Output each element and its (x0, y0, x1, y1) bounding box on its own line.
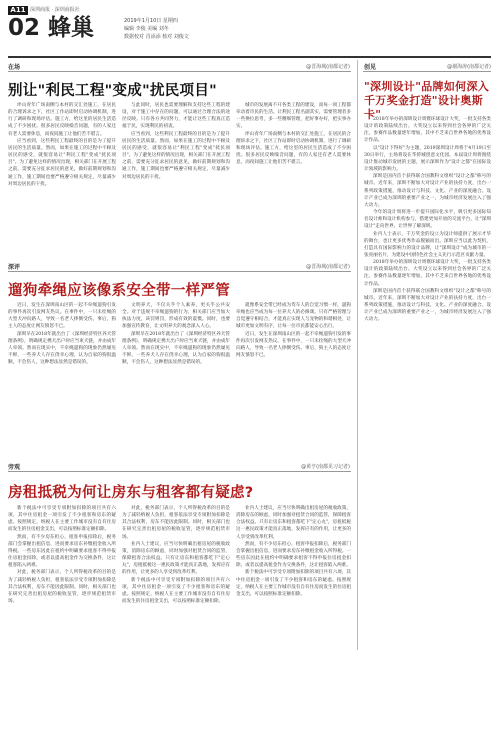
newspaper-name: 深圳商报 · 深圳商报社 (30, 7, 80, 13)
article-paragraph: 以"设计下得好"为主题，2019深圳设计周将于4月19日至30日举行，主场将设在华侨城创意文化园。本届设计周将围绕设计推动城市发展的主题，展示深圳作为"设计之都"在国际设计领域的影响力。 (364, 145, 491, 173)
article-paragraph: 深圳早在2018年就出台了《深圳经济特区养犬管理条例》，明确规定携犬出户时应当束犬链，并由成年人牵领。然而在现实中，不牵绳遛狗的现象仍然屡见不鲜，一些养犬人存在侥幸心理，认为自家的狗很温顺，不会伤人，这种想法显然是错误的。 (8, 331, 116, 366)
section-tag-pangguan: 旁观 (8, 464, 21, 471)
article-headline[interactable]: 房租抵税为何让房东与租客都有疑虑? (8, 485, 254, 501)
article-body-column (122, 102, 230, 252)
proof-credit: 数据校对 肖添添 核对 刘俊文 (124, 34, 189, 40)
article-paragraph: 对此，税务部门表示，个人所得税改革的目的是为了减轻纳税人负担，租客依法享受专项附加扣除是其合法权利，房东不能因此限制。同时，相关部门也在研究完善出租房屋的税收征管，逐步规范租赁市场。 (8, 570, 116, 605)
article-paragraph: 坪山青年广场南侧与本村的交汇处施工，在居民的合理诉求之下，社区工作站即时启动协调机制，进行了调研和现场评估。施工方，给这里的居民生活造成了不少困扰。很多居民反映噪音问题，有的人家还有老人需要休息，而夜间施工让他们苦不堪言。 (8, 103, 116, 137)
article-paragraph: 与此同时，居民也需要理解和支持这些工程的建设，对于施工中存在的问题，可以通过合理合法的途径反映。只有各方共同努力，才能让这些工程真正造福于民，实现利民的初衷。 (122, 103, 230, 130)
article-paragraph: 应当看到，这些利民工程最终的目的是为了提升居民的生活质量。然而，如果在施工的过程中不顾及居民的感受，就很容易让"利民工程"变成"扰民项目"。为了避免这样的情况出现，相关部门在开展工程之前，需要充分征求居民的意见，做好前期规划和沟通工作，施工期间也要严格遵守相关规定，尽量减少对周边居民的干扰。 (122, 131, 230, 180)
article-paragraph: 深圳是国内首个获得联合国教科文组织"设计之都"称号的城市。近年来，深圳不断加大对设计产业的扶持力度，出台一系列政策措施，推动设计与科技、文化、产业的深度融合。设计产业已成为深圳的重要产业之一，为城市经济发展注入了强大动力。 (364, 174, 491, 208)
article-paragraph: 近日，发生在深圳南山区的一起不牵绳遛狗引发的事件再次引发网友热议。在事件中，一只未拴绳的大型犬冲向路人，导致一名老人摔倒受伤。事后，狗主人的态度让网友愤怒不已。 (236, 331, 351, 359)
article-paragraph: 然而，有不少房东担心，租客申报扣除后，税务部门会掌握出租信息，进而要求房东补缴租金收入所得税。一些房东因此在租约中明确要求租客不得申报住房租金扣除，或者以提高租金作为交换条件，这让租客陷入两难。 (236, 541, 351, 569)
article-paragraph: 近日，发生在深圳南山区的一起不牵绳遛狗引发的事件再次引发网友热议。在事件中，一只未拴绳的大型犬冲向路人，导致一名老人摔倒受伤。事后，狗主人的态度让网友愤怒不已。 (8, 303, 116, 330)
article-paragraph: 就像系安全带已经成为驾车人的自觉习惯一样，遛狗牵绳也应当成为每一位养犬人的必修课。只有严格管理与自觉遵守相结合，才能真正实现人与宠物的和谐相处，让城市更加文明有序，让每一位市民都能安心出行。 (236, 303, 351, 330)
issue-date: 2019年1月10日 星期四 (124, 18, 178, 24)
section-tag-shenping: 深评 (8, 264, 21, 271)
article-body-column (8, 505, 116, 740)
article-paragraph: 2018年举办的深圳设计周暨环球设计大奖，一批支持各类设计的政策陆续出台。大奖设立以来得到社会各界的广泛关注，参赛作品数量逐年增加，其中不乏来自世界各地的优秀设计作品。 (364, 260, 491, 287)
article-paragraph: 深圳是国内首个获得联合国教科文组织"设计之都"称号的城市。近年来，深圳不断加大对设计产业的扶持力度，出台一系列政策措施，推动设计与科技、文化、产业的深度融合。设计产业已成为深圳的重要产业之一，为城市经济发展注入了强大动力。 (364, 288, 491, 323)
article-headline[interactable]: "深圳设计"品牌如何深入千万奖金打造"设计奥斯卡" (364, 80, 490, 121)
article-paragraph: 应当看到，这些利民工程最终的目的是为了提升居民的生活质量。然而，如果在施工的过程中不顾及居民的感受，就很容易让"利民工程"变成"扰民项目"。为了避免这样的情况出现，相关部门在开展工程之前，需要充分征求居民的意见，做好前期规划和沟通工作，施工期间也要严格遵守相关规定，尽量减少对周边居民的干扰。 (8, 138, 116, 187)
article-paragraph: 对此，税务部门表示，个人所得税改革的目的是为了减轻纳税人负担，租客依法享受专项附加扣除是其合法权利，房东不能因此限制。同时，相关部门也在研究完善出租房屋的税收征管，逐步规范租赁市场。 (122, 506, 230, 540)
masthead-rule (8, 56, 491, 58)
page-number: 02 (8, 15, 41, 41)
column-divider (357, 60, 358, 650)
page-title: 蜂巢 (48, 15, 94, 41)
article-body-column (122, 505, 230, 740)
article-paragraph: 业内人士建议，应当尽快明确出租房屋的税收政策，消除房东的顾虑，同时加强对租赁合同的监管，保障租客合法权益。只有让房东和租客都吃下"定心丸"，房租抵税这一惠民政策才能真正落地，发挥应有的作用，让更多的人享受到改革红利。 (122, 541, 230, 576)
article-paragraph: 城市的发展离不开各类工程的建设，而每一项工程都牵动着市民的生活。让利民工程名副其实，需要管理者多一些换位思考，多一些精细管理，把好事办好，把实事办实。 (236, 103, 351, 130)
article-paragraph: 文明养犬，不仅关乎个人素养，更关乎公共安全。对于违规不牵绳遛狗的行为，相关部门应当加大执法力度，该罚则罚，形成有效的震慑。同时，也要加强宣传教育，让文明养犬的观念深入人心。 (122, 303, 230, 330)
section-tag-chuangjian: 创见 (364, 64, 377, 71)
byline: @晋海城(南都记者) (306, 64, 350, 70)
newspaper-logo: A11 (8, 6, 28, 15)
article-body-column (364, 116, 491, 648)
article-body-column (8, 302, 116, 452)
article-headline[interactable]: 遛狗牵绳应该像系安全带一样严管 (8, 283, 230, 299)
article-paragraph: 然而，有不少房东担心，租客申报扣除后，税务部门会掌握出租信息，进而要求房东补缴租金收入所得税。一些房东因此在租约中明确要求租客不得申报住房租金扣除，或者以提高租金作为交换条件，这让租客陷入两难。 (8, 534, 116, 569)
article-paragraph: 新个税法中可享受专项附加扣除的项目共有六项，其中住房租金一项引发了不少租客和房东的疑虑。按照规定，纳税人在主要工作城市没有自有住房而发生的住房租金支出，可以按照标准定额扣除。 (236, 570, 351, 597)
article-paragraph: 新个税法中可享受专项附加扣除的项目共有六项，其中住房租金一项引发了不少租客和房东的疑虑。按照规定，纳税人在主要工作城市没有自有住房而发生的住房租金支出，可以按照标准定额扣除。 (8, 506, 116, 533)
section-rule (8, 71, 351, 72)
section-rule (8, 271, 351, 272)
article-body-column (236, 302, 351, 452)
article-headline[interactable]: 别让"利民工程"变成"扰民项目" (8, 83, 218, 99)
section-rule (8, 471, 351, 472)
section-rule (363, 71, 491, 72)
article-body-column (8, 102, 116, 252)
byline: @晋海城(南都记者) (306, 264, 350, 270)
section-tag-zaichang: 在场 (8, 64, 21, 71)
article-paragraph: 业内人士表示，千万奖金的设立为设计师提供了展示才华的舞台，也让更多优秀作品脱颖而出。深圳应当以此为契机，打造具有国际影响力的设计品牌，让"深圳设计"成为城市的一张亮丽名片，为建设中国特色社会主义先行示范区贡献力量。 (364, 231, 491, 258)
article-paragraph: 业内人士建议，应当尽快明确出租房屋的税收政策，消除房东的顾虑，同时加强对租赁合同的监管，保障租客合法权益。只有让房东和租客都吃下"定心丸"，房租抵税这一惠民政策才能真正落地，发挥应有的作用，让更多的人享受到改革红利。 (236, 506, 351, 540)
article-paragraph: 2018年举办的深圳设计周暨环球设计大奖，一批支持各类设计的政策陆续出台。大奖设立以来得到社会各界的广泛关注，参赛作品数量逐年增加，其中不乏来自世界各地的优秀设计作品。 (364, 117, 491, 144)
article-paragraph: 新个税法中可享受专项附加扣除的项目共有六项，其中住房租金一项引发了不少租客和房东的疑虑。按照规定，纳税人在主要工作城市没有自有住房而发生的住房租金支出，可以按照标准定额扣除。 (122, 577, 230, 605)
article-body-column (122, 302, 230, 452)
article-body-column (236, 505, 351, 740)
byline: @黄亨(南都见习记者) (301, 464, 350, 470)
article-paragraph: 深圳早在2018年就出台了《深圳经济特区养犬管理条例》，明确规定携犬出户时应当束犬链，并由成年人牵领。然而在现实中，不牵绳遛狗的现象仍然屡见不鲜，一些养犬人存在侥幸心理，认为自家的狗很温顺，不会伤人，这种想法显然是错误的。 (122, 331, 230, 366)
article-body-column (236, 102, 351, 252)
editor-credit: 编辑 李俊 美编 刘冬 (124, 26, 169, 32)
article-paragraph: 今年的设计周将进一步提升国际化水平，吸引更多国际知名设计师和设计机构参与，搭建更加开放的交流平台，让"深圳设计"走向世界，让世界了解深圳。 (364, 210, 491, 230)
byline: @谢海涛(南都记者) (447, 64, 491, 70)
article-paragraph: 坪山青年广场南侧与本村的交汇处施工，在居民的合理诉求之下，社区工作站即时启动协调机制，进行了调研和现场评估。施工方，给这里的居民生活造成了不少困扰。很多居民反映噪音问题，有的人家还有老人需要休息，而夜间施工让他们苦不堪言。 (236, 131, 351, 166)
